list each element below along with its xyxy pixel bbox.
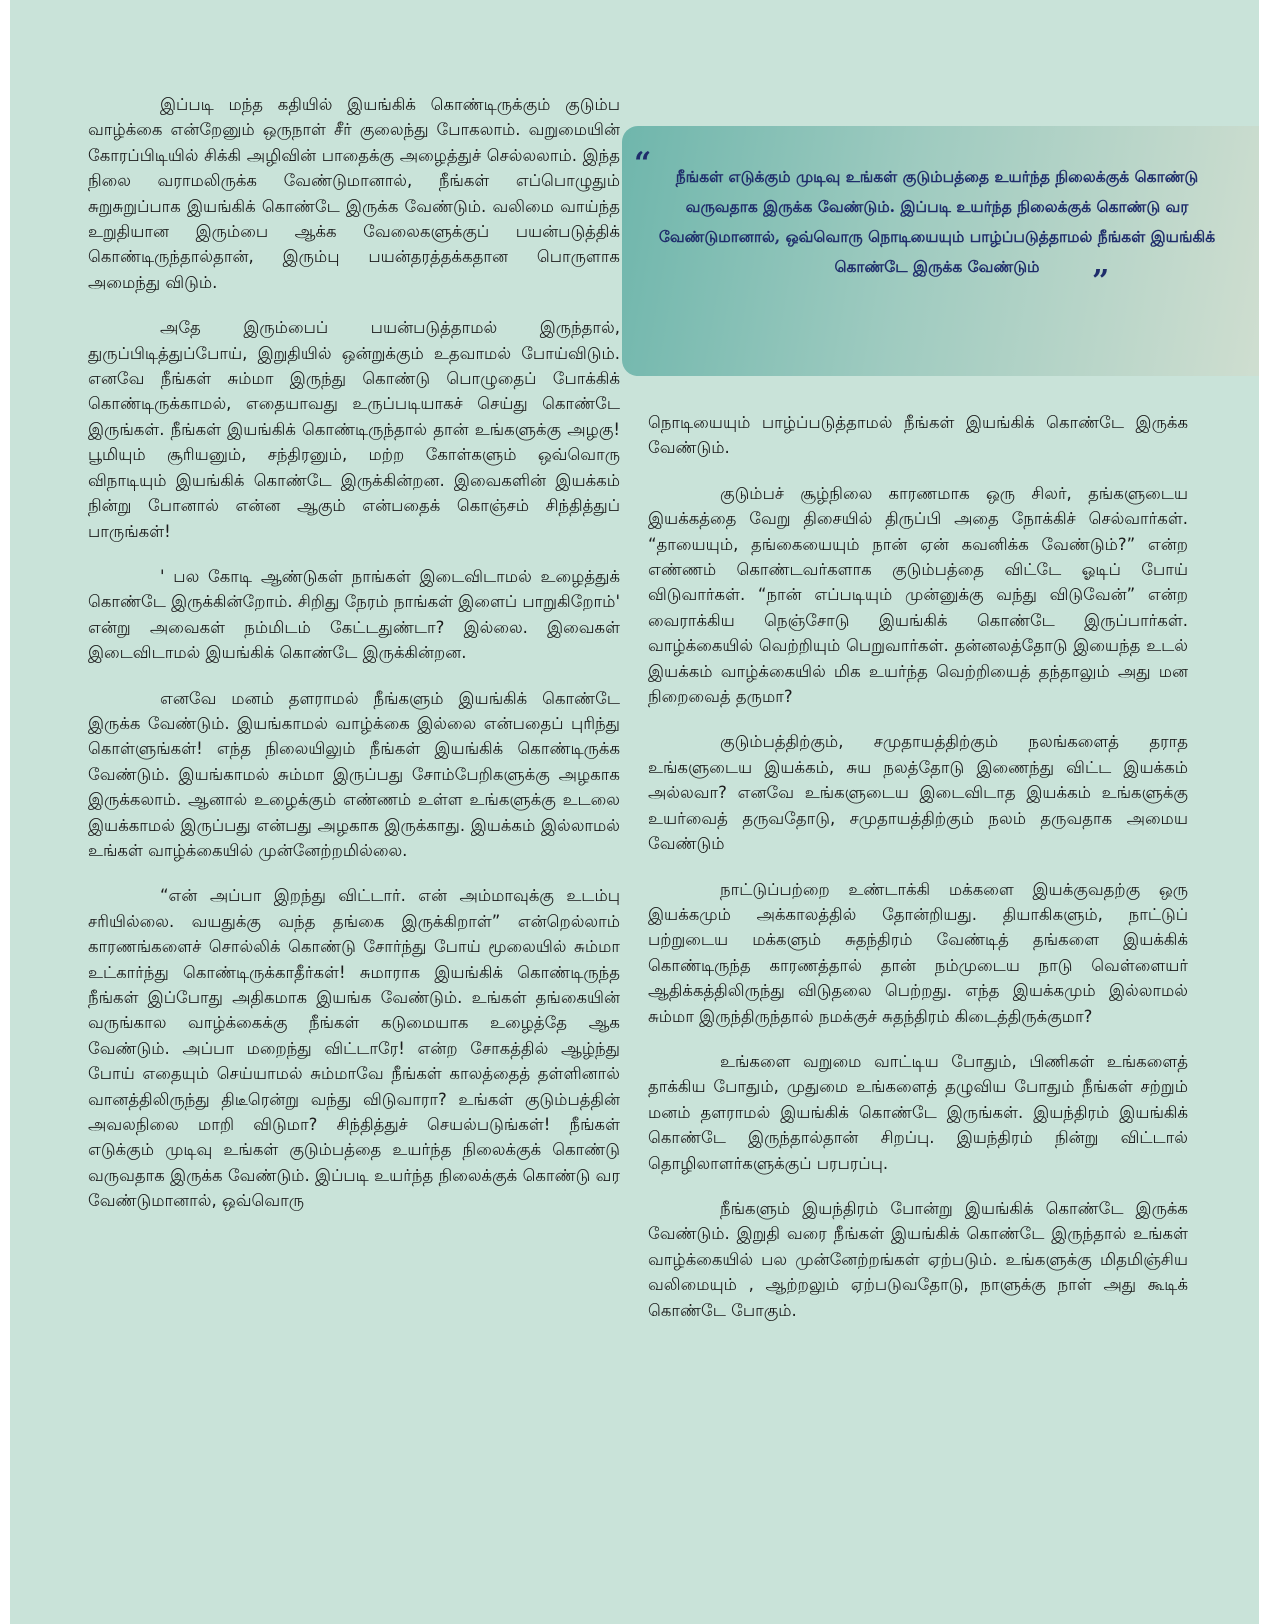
paragraph: குடும்பத்திற்கும், சமுதாயத்திற்கும் நலங்களைத் தராத உங்களுடைய இயக்கம், சுய நலத்தோடு இணைந்து விட்ட இயக்கம் அல்லவா? எனவே உங்களுடைய இடைவிடாத இயக்கம் உங்களுக்கு உயர்வைத் தருவதோடு, சமுதாயத்திற்கும் நலம் தருவதாக அமைய வேண்டும் (648, 732, 1188, 854)
paragraph: “என் அப்பா இறந்து விட்டார். என் அம்மாவுக்கு உடம்பு சரியில்லை. வயதுக்கு வந்த தங்கை இருக்கிறாள்” என்றெல்லாம் காரணங்களைச் சொல்லிக் கொண்டு சோர்ந்து போய் மூலையில் சும்மா உட்கார்ந்து கொண்டிருக்காதீர்கள்! சுமாராக இயங்கிக் கொண்டிருந்த நீங்கள் இப்போது அதிகமாக இயங்க வேண்டும். உங்கள் தங்கையின் வருங்கால வாழ்க்கைக்கு நீங்கள் கடுமையாக உழைத்தே ஆக வேண்டும். அப்பா மறைந்து விட்டாரே! என்ற சோகத்தில் ஆழ்ந்து போய் எதையும் செய்யாமல் சும்மாவே நீங்கள் காலத்தைத் தள்ளினால் வானத்திலிருந்து திடீரென்று வந்து விடுவாரா? உங்கள் குடும்பத்தின் அவலநிலை மாறி விடுமா? சிந்தித்துச் செயல்படுங்கள்! நீங்கள் எடுக்கும் முடிவு உங்கள் குடும்பத்தை உயர்ந்த நிலைக்குக் கொண்டு வருவதாக இருக்க வேண்டும். இப்படி உயர்ந்த நிலைக்குக் கொண்டு வர வேண்டுமானால், ஒவ்வொரு (88, 886, 620, 1211)
right-column (648, 410, 1188, 1343)
open-quote-mark: “ (634, 146, 652, 181)
left-column (88, 92, 620, 1234)
pull-quote-box (622, 126, 1259, 376)
paragraph: ' பல கோடி ஆண்டுகள் நாங்கள் இடைவிடாமல் உழைத்துக் கொண்டே இருக்கின்றோம். சிறிது நேரம் நாங்கள் இளைப் பாறுகிறோம்' என்று அவைகள் நம்மிடம் கேட்டதுண்டா? இல்லை. இவைகள் இடைவிடாமல் இயங்கிக் கொண்டே இருக்கின்றன. (88, 566, 620, 663)
paragraph: குடும்பச் சூழ்நிலை காரணமாக ஒரு சிலர், தங்களுடைய இயக்கத்தை வேறு திசையில் திருப்பி அதை நோக்கிச் செல்வார்கள். “தாயையும், தங்கையையும் நான் ஏன் கவனிக்க வேண்டும்?” என்ற எண்ணம் கொண்டவர்களாக குடும்பத்தை விட்டே ஓடிப் போய் விடுவார்கள். “நான் எப்படியும் முன்னுக்கு வந்து விடுவேன்” என்ற வைராக்கிய நெஞ்சோடு இயங்கிக் கொண்டே இருப்பார்கள். வாழ்க்கையில் வெற்றியும் பெறுவார்கள். தன்னலத்தோடு இயைந்த உடல் இயக்கம் வாழ்க்கையில் மிக உயர்ந்த வெற்றியைத் தந்தாலும் அது மன நிறைவைத் தருமா? (648, 483, 1188, 707)
pull-quote-text: நீங்கள் எடுக்கும் முடிவு உங்கள் குடும்பத்தை உயர்ந்த நிலைக்குக் கொண்டு வருவதாக இருக்க வேண்டும். இப்படி உயர்ந்த நிலைக்குக் கொண்டு வர வேண்டுமானால், ஒவ்வொரு நொடியையும் பாழ்ப்படுத்தாமல் நீங்கள் இயங்கிக் கொண்டே இருக்க வேண்டும் (658, 167, 1216, 276)
paragraph: நொடியையும் பாழ்ப்படுத்தாமல் நீங்கள் இயங்கிக் கொண்டே இருக்க வேண்டும். (648, 413, 1188, 458)
paragraph: நாட்டுப்பற்றை உண்டாக்கி மக்களை இயக்குவதற்கு ஒரு இயக்கமும் அக்காலத்தில் தோன்றியது. தியாகிகளும், நாட்டுப் பற்றுடைய மக்களும் சுதந்திரம் வேண்டித் தங்களை இயக்கிக் கொண்டிருந்த காரணத்தால் தான் நம்முடைய நாடு வெள்ளையர் ஆதிக்கத்திலிருந்து விடுதலை பெற்றது. எந்த இயக்கமும் இல்லாமல் சும்மா இருந்திருந்தால் நமக்குச் சுதந்திரம் கிடைத்திருக்குமா? (648, 879, 1188, 1026)
paragraph: அதே இரும்பைப் பயன்படுத்தாமல் இருந்தால், துருப்பிடித்துப்போய், இறுதியில் ஒன்றுக்கும் உதவாமல் போய்விடும். எனவே நீங்கள் சும்மா இருந்து கொண்டு பொழுதைப் போக்கிக் கொண்டிருக்காமல், எதையாவது உருப்படியாகச் செய்து கொண்டே இருங்கள். நீங்கள் இயங்கிக் கொண்டிருந்தால் தான் உங்களுக்கு அழகு! பூமியும் சூரியனும், சந்திரனும், மற்ற கோள்களும் ஒவ்வொரு விநாடியும் இயங்கிக் கொண்டே இருக்கின்றன. இவைகளின் இயக்கம் நின்று போனால் என்ன ஆகும் என்பதைக் கொஞ்சம் சிந்தித்துப் பாருங்கள்! (88, 318, 620, 541)
paragraph: இப்படி மந்த கதியில் இயங்கிக் கொண்டிருக்கும் குடும்ப வாழ்க்கை என்றேனும் ஒருநாள் சீர் குலைந்து போகலாம். வறுமையின் கோரப்பிடியில் சிக்கி அழிவின் பாதைக்கு அழைத்துச் செல்லலாம். இந்த நிலை வராமலிருக்க வேண்டுமானால், நீங்கள் எப்பொழுதும் சுறுசுறுப்பாக இயங்கிக் கொண்டே இருக்க வேண்டும். வலிமை வாய்ந்த உறுதியான இரும்பை ஆக்க வேலைகளுக்குப் பயன்படுத்திக் கொண்டிருந்தால்தான், இரும்பு பயன்தரத்தக்கதான பொருளாக அமைந்து விடும். (88, 95, 620, 292)
close-quote-mark: ” (1092, 264, 1110, 299)
paragraph: நீங்களும் இயந்திரம் போன்று இயங்கிக் கொண்டே இருக்க வேண்டும். இறுதி வரை நீங்கள் இயங்கிக் கொண்டே இருந்தால் உங்கள் வாழ்க்கையில் பல முன்னேற்றங்கள் ஏற்படும். உங்களுக்கு மிதமிஞ்சிய வலிமையும் , ஆற்றலும் ஏற்படுவதோடு, நாளுக்கு நாள் அது கூடிக் கொண்டே போகும். (648, 1198, 1188, 1320)
paragraph: உங்களை வறுமை வாட்டிய போதும், பிணிகள் உங்களைத் தாக்கிய போதும், முதுமை உங்களைத் தழுவிய போதும் நீங்கள் சற்றும் மனம் தளராமல் இயங்கிக் கொண்டே இருங்கள். இயந்திரம் இயங்கிக் கொண்டே இருந்தால்தான் சிறப்பு. இயந்திரம் நின்று விட்டால் தொழிலாளர்களுக்குப் பரபரப்பு. (648, 1051, 1188, 1173)
paragraph: எனவே மனம் தளராமல் நீங்களும் இயங்கிக் கொண்டே இருக்க வேண்டும். இயங்காமல் வாழ்க்கை இல்லை என்பதைப் புரிந்து கொள்ளுங்கள்! எந்த நிலையிலும் நீங்கள் இயங்கிக் கொண்டிருக்க வேண்டும். இயங்காமல் சும்மா இருப்பது சோம்பேறிகளுக்கு அழகாக இருக்கலாம். ஆனால் உழைக்கும் எண்ணம் உள்ள உங்களுக்கு உடலை இயக்காமல் இருப்பது என்பது அழகாக இருக்காது. இயக்கம் இல்லாமல் உங்கள் வாழ்க்கையில் முன்னேற்றமில்லை. (88, 688, 620, 860)
